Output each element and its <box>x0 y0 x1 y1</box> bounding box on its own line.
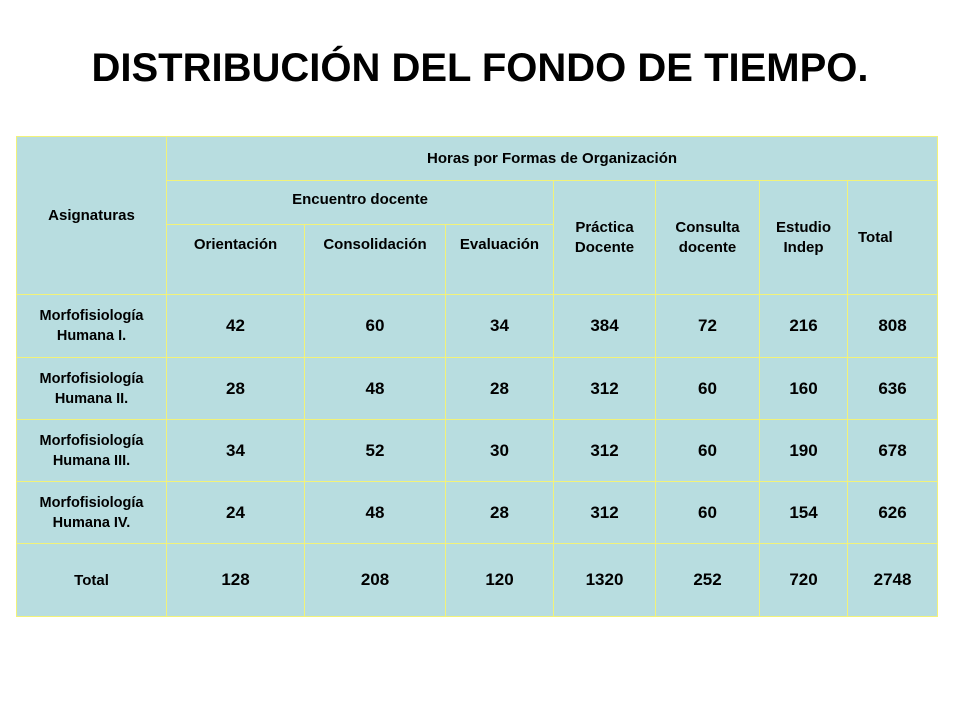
value-consulta: 60 <box>656 420 760 482</box>
value-evaluacion: 34 <box>446 295 554 358</box>
value-orientacion: 24 <box>167 482 305 544</box>
header-consolidacion: Consolidación <box>305 225 446 295</box>
time-distribution-table <box>16 136 938 617</box>
total-consolidacion: 208 <box>305 544 446 617</box>
value-evaluacion: 30 <box>446 420 554 482</box>
value-orientacion: 28 <box>167 358 305 420</box>
value-consulta: 60 <box>656 358 760 420</box>
value-consulta: 72 <box>656 295 760 358</box>
header-orientacion: Orientación <box>167 225 305 295</box>
value-total: 678 <box>848 420 938 482</box>
header-total: Total <box>848 181 938 295</box>
value-evaluacion: 28 <box>446 358 554 420</box>
subject-cell: Morfofisiología Humana II. <box>17 358 167 420</box>
table-row <box>17 358 938 420</box>
value-evaluacion: 28 <box>446 482 554 544</box>
value-consolidacion: 48 <box>305 358 446 420</box>
total-orientacion: 128 <box>167 544 305 617</box>
value-practica: 312 <box>554 420 656 482</box>
header-encuentro-docente: Encuentro docente <box>167 181 554 225</box>
value-estudio: 190 <box>760 420 848 482</box>
value-estudio: 160 <box>760 358 848 420</box>
header-practica-docente: Práctica Docente <box>554 181 656 295</box>
total-consulta: 252 <box>656 544 760 617</box>
table-row <box>17 482 938 544</box>
value-orientacion: 42 <box>167 295 305 358</box>
subject-cell: Morfofisiología Humana III. <box>17 420 167 482</box>
value-consolidacion: 52 <box>305 420 446 482</box>
value-total: 636 <box>848 358 938 420</box>
subject-cell: Morfofisiología Humana IV. <box>17 482 167 544</box>
value-estudio: 154 <box>760 482 848 544</box>
total-estudio: 720 <box>760 544 848 617</box>
value-total: 808 <box>848 295 938 358</box>
value-consolidacion: 48 <box>305 482 446 544</box>
value-practica: 384 <box>554 295 656 358</box>
header-consulta-docente: Consulta docente <box>656 181 760 295</box>
page-title: DISTRIBUCIÓN DEL FONDO DE TIEMPO. <box>91 46 869 90</box>
total-total: 2748 <box>848 544 938 617</box>
table-row <box>17 420 938 482</box>
value-total: 626 <box>848 482 938 544</box>
value-practica: 312 <box>554 482 656 544</box>
total-evaluacion: 120 <box>446 544 554 617</box>
subject-cell: Morfofisiología Humana I. <box>17 295 167 358</box>
total-label: Total <box>17 544 167 617</box>
value-orientacion: 34 <box>167 420 305 482</box>
header-estudio-indep: Estudio Indep <box>760 181 848 295</box>
total-practica: 1320 <box>554 544 656 617</box>
value-consulta: 60 <box>656 482 760 544</box>
header-evaluacion: Evaluación <box>446 225 554 295</box>
table-row <box>17 295 938 358</box>
value-practica: 312 <box>554 358 656 420</box>
header-asignaturas: Asignaturas <box>17 137 167 295</box>
value-estudio: 216 <box>760 295 848 358</box>
value-consolidacion: 60 <box>305 295 446 358</box>
total-row <box>17 544 938 617</box>
header-horas-formas: Horas por Formas de Organización <box>167 137 938 181</box>
